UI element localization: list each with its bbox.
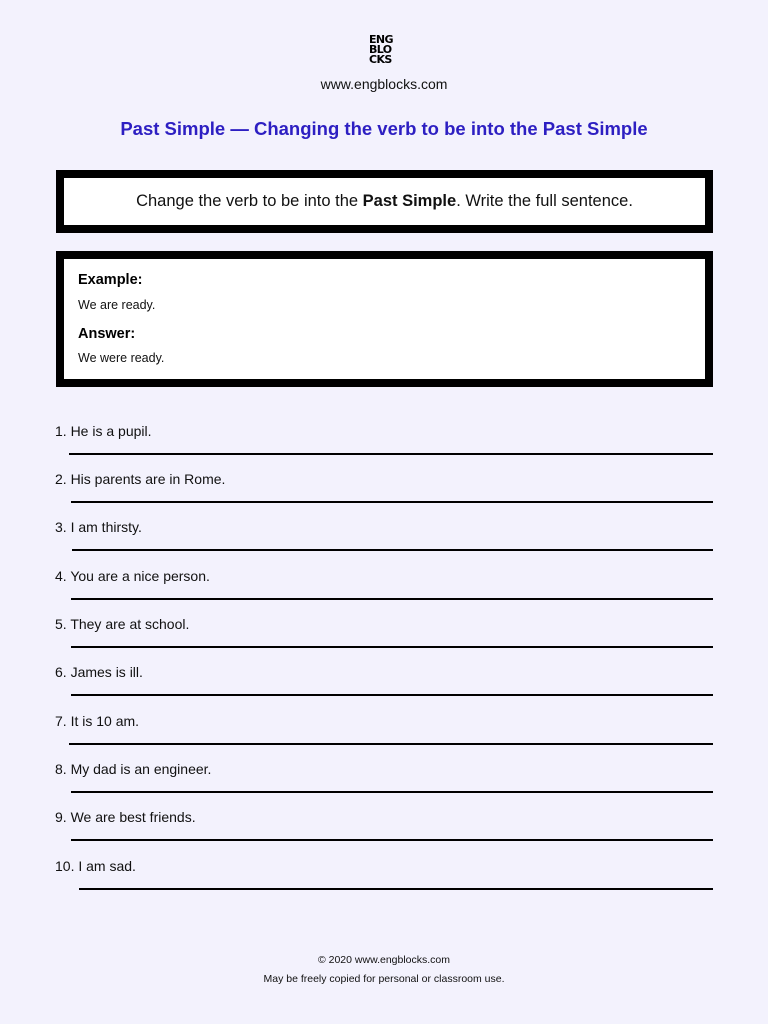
exercise-item xyxy=(55,519,715,567)
answer-line[interactable] xyxy=(69,453,713,455)
instructions-before: Change the verb to be into the xyxy=(136,192,363,210)
answer-line[interactable] xyxy=(71,501,713,503)
answer-line[interactable] xyxy=(71,791,713,793)
site-url: www.engblocks.com xyxy=(320,76,448,92)
exercise-prompt: 7. It is 10 am. xyxy=(55,713,140,729)
exercise-item xyxy=(55,616,715,664)
logo-row-1: ENG xyxy=(369,33,393,46)
exercise-prompt: 6. James is ill. xyxy=(55,664,143,680)
example-box xyxy=(56,251,713,387)
instructions-bold: Past Simple xyxy=(362,192,457,210)
instructions-after: . Write the full sentence. xyxy=(456,192,633,210)
instructions-box xyxy=(56,170,713,233)
footer-copyright: © 2020 www.engblocks.com xyxy=(317,954,451,966)
exercise-item xyxy=(55,423,715,471)
logo-row-2: BLO xyxy=(369,43,392,56)
exercise-item xyxy=(55,809,715,857)
exercise-prompt: 2. His parents are in Rome. xyxy=(55,471,226,487)
example-label: Example: xyxy=(78,272,143,288)
exercise-prompt: 9. We are best friends. xyxy=(55,809,196,825)
answer-sentence: We were ready. xyxy=(78,351,165,365)
engblocks-logo xyxy=(369,35,401,65)
answer-label: Answer: xyxy=(78,326,136,342)
answer-line[interactable] xyxy=(71,694,713,696)
exercise-item xyxy=(55,568,715,616)
answer-line[interactable] xyxy=(71,839,713,841)
answer-line[interactable] xyxy=(79,888,713,890)
exercise-item xyxy=(55,761,715,809)
answer-line[interactable] xyxy=(69,743,713,745)
exercise-prompt: 10. I am sad. xyxy=(55,858,136,874)
answer-line[interactable] xyxy=(72,549,713,551)
exercise-prompt: 8. My dad is an engineer. xyxy=(55,761,212,777)
exercise-item xyxy=(55,471,715,519)
logo-row-3: CKS xyxy=(369,53,392,66)
worksheet-title: Past Simple — Changing the verb to be into the Past Simple xyxy=(120,118,648,139)
exercise-prompt: 5. They are at school. xyxy=(55,616,190,632)
exercise-item xyxy=(55,664,715,712)
exercise-prompt: 3. I am thirsty. xyxy=(55,519,142,535)
answer-line[interactable] xyxy=(71,646,713,648)
answer-line[interactable] xyxy=(71,598,713,600)
instructions-text xyxy=(136,192,633,211)
exercise-item xyxy=(55,713,715,761)
exercise-prompt: 4. You are a nice person. xyxy=(55,568,210,584)
exercise-prompt: 1. He is a pupil. xyxy=(55,423,152,439)
exercise-item xyxy=(55,858,715,906)
example-sentence: We are ready. xyxy=(78,298,156,312)
footer-note: May be freely copied for personal or classroom use. xyxy=(263,973,505,985)
